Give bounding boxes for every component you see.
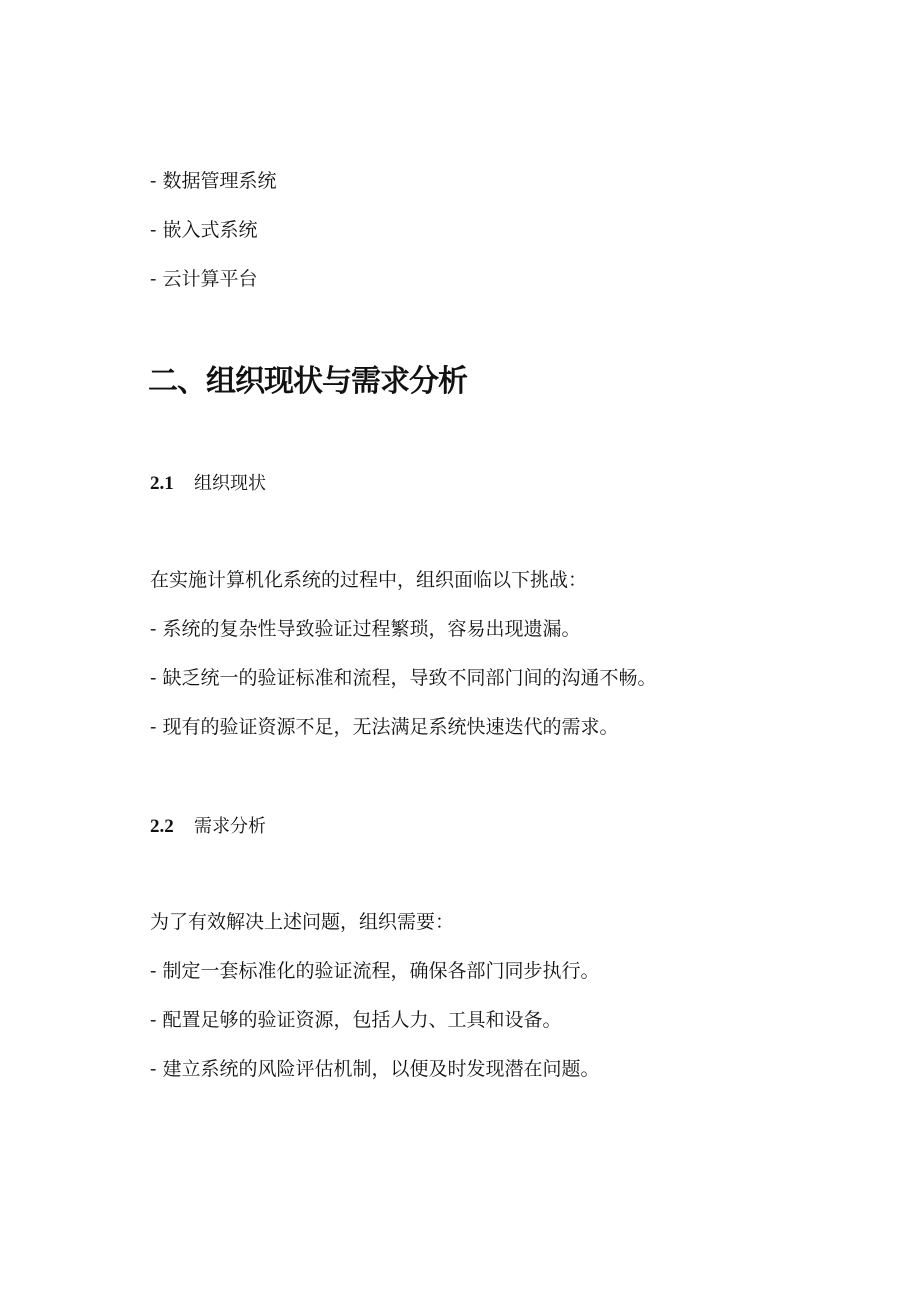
paragraph: 在实施计算机化系统的过程中，组织面临以下挑战： [150, 569, 588, 591]
list-item: - 嵌入式系统 [150, 219, 258, 241]
list-item: - 系统的复杂性导致验证过程繁琐，容易出现遗漏。 [150, 618, 581, 640]
paragraph: 为了有效解决上述问题，组织需要： [150, 911, 455, 933]
list-item: - 配置足够的验证资源，包括人力、工具和设备。 [150, 1009, 562, 1031]
list-item: - 数据管理系统 [150, 170, 277, 192]
subsection-number: 2.2 [150, 816, 174, 837]
list-item: - 缺乏统一的验证标准和流程，导致不同部门间的沟通不畅。 [150, 667, 657, 689]
subsection-number: 2.1 [150, 473, 174, 494]
list-item: - 现有的验证资源不足，无法满足系统快速迭代的需求。 [150, 716, 619, 738]
subsection-heading [150, 813, 266, 840]
subsection-title: 需求分析 [194, 816, 266, 837]
list-item: - 建立系统的风险评估机制，以便及时发现潜在问题。 [150, 1058, 600, 1080]
list-item: - 云计算平台 [150, 268, 258, 290]
subsection-title: 组织现状 [194, 473, 266, 494]
section-heading: 二、组织现状与需求分析 [148, 364, 467, 399]
subsection-heading [150, 470, 266, 497]
list-item: - 制定一套标准化的验证流程，确保各部门同步执行。 [150, 960, 600, 982]
